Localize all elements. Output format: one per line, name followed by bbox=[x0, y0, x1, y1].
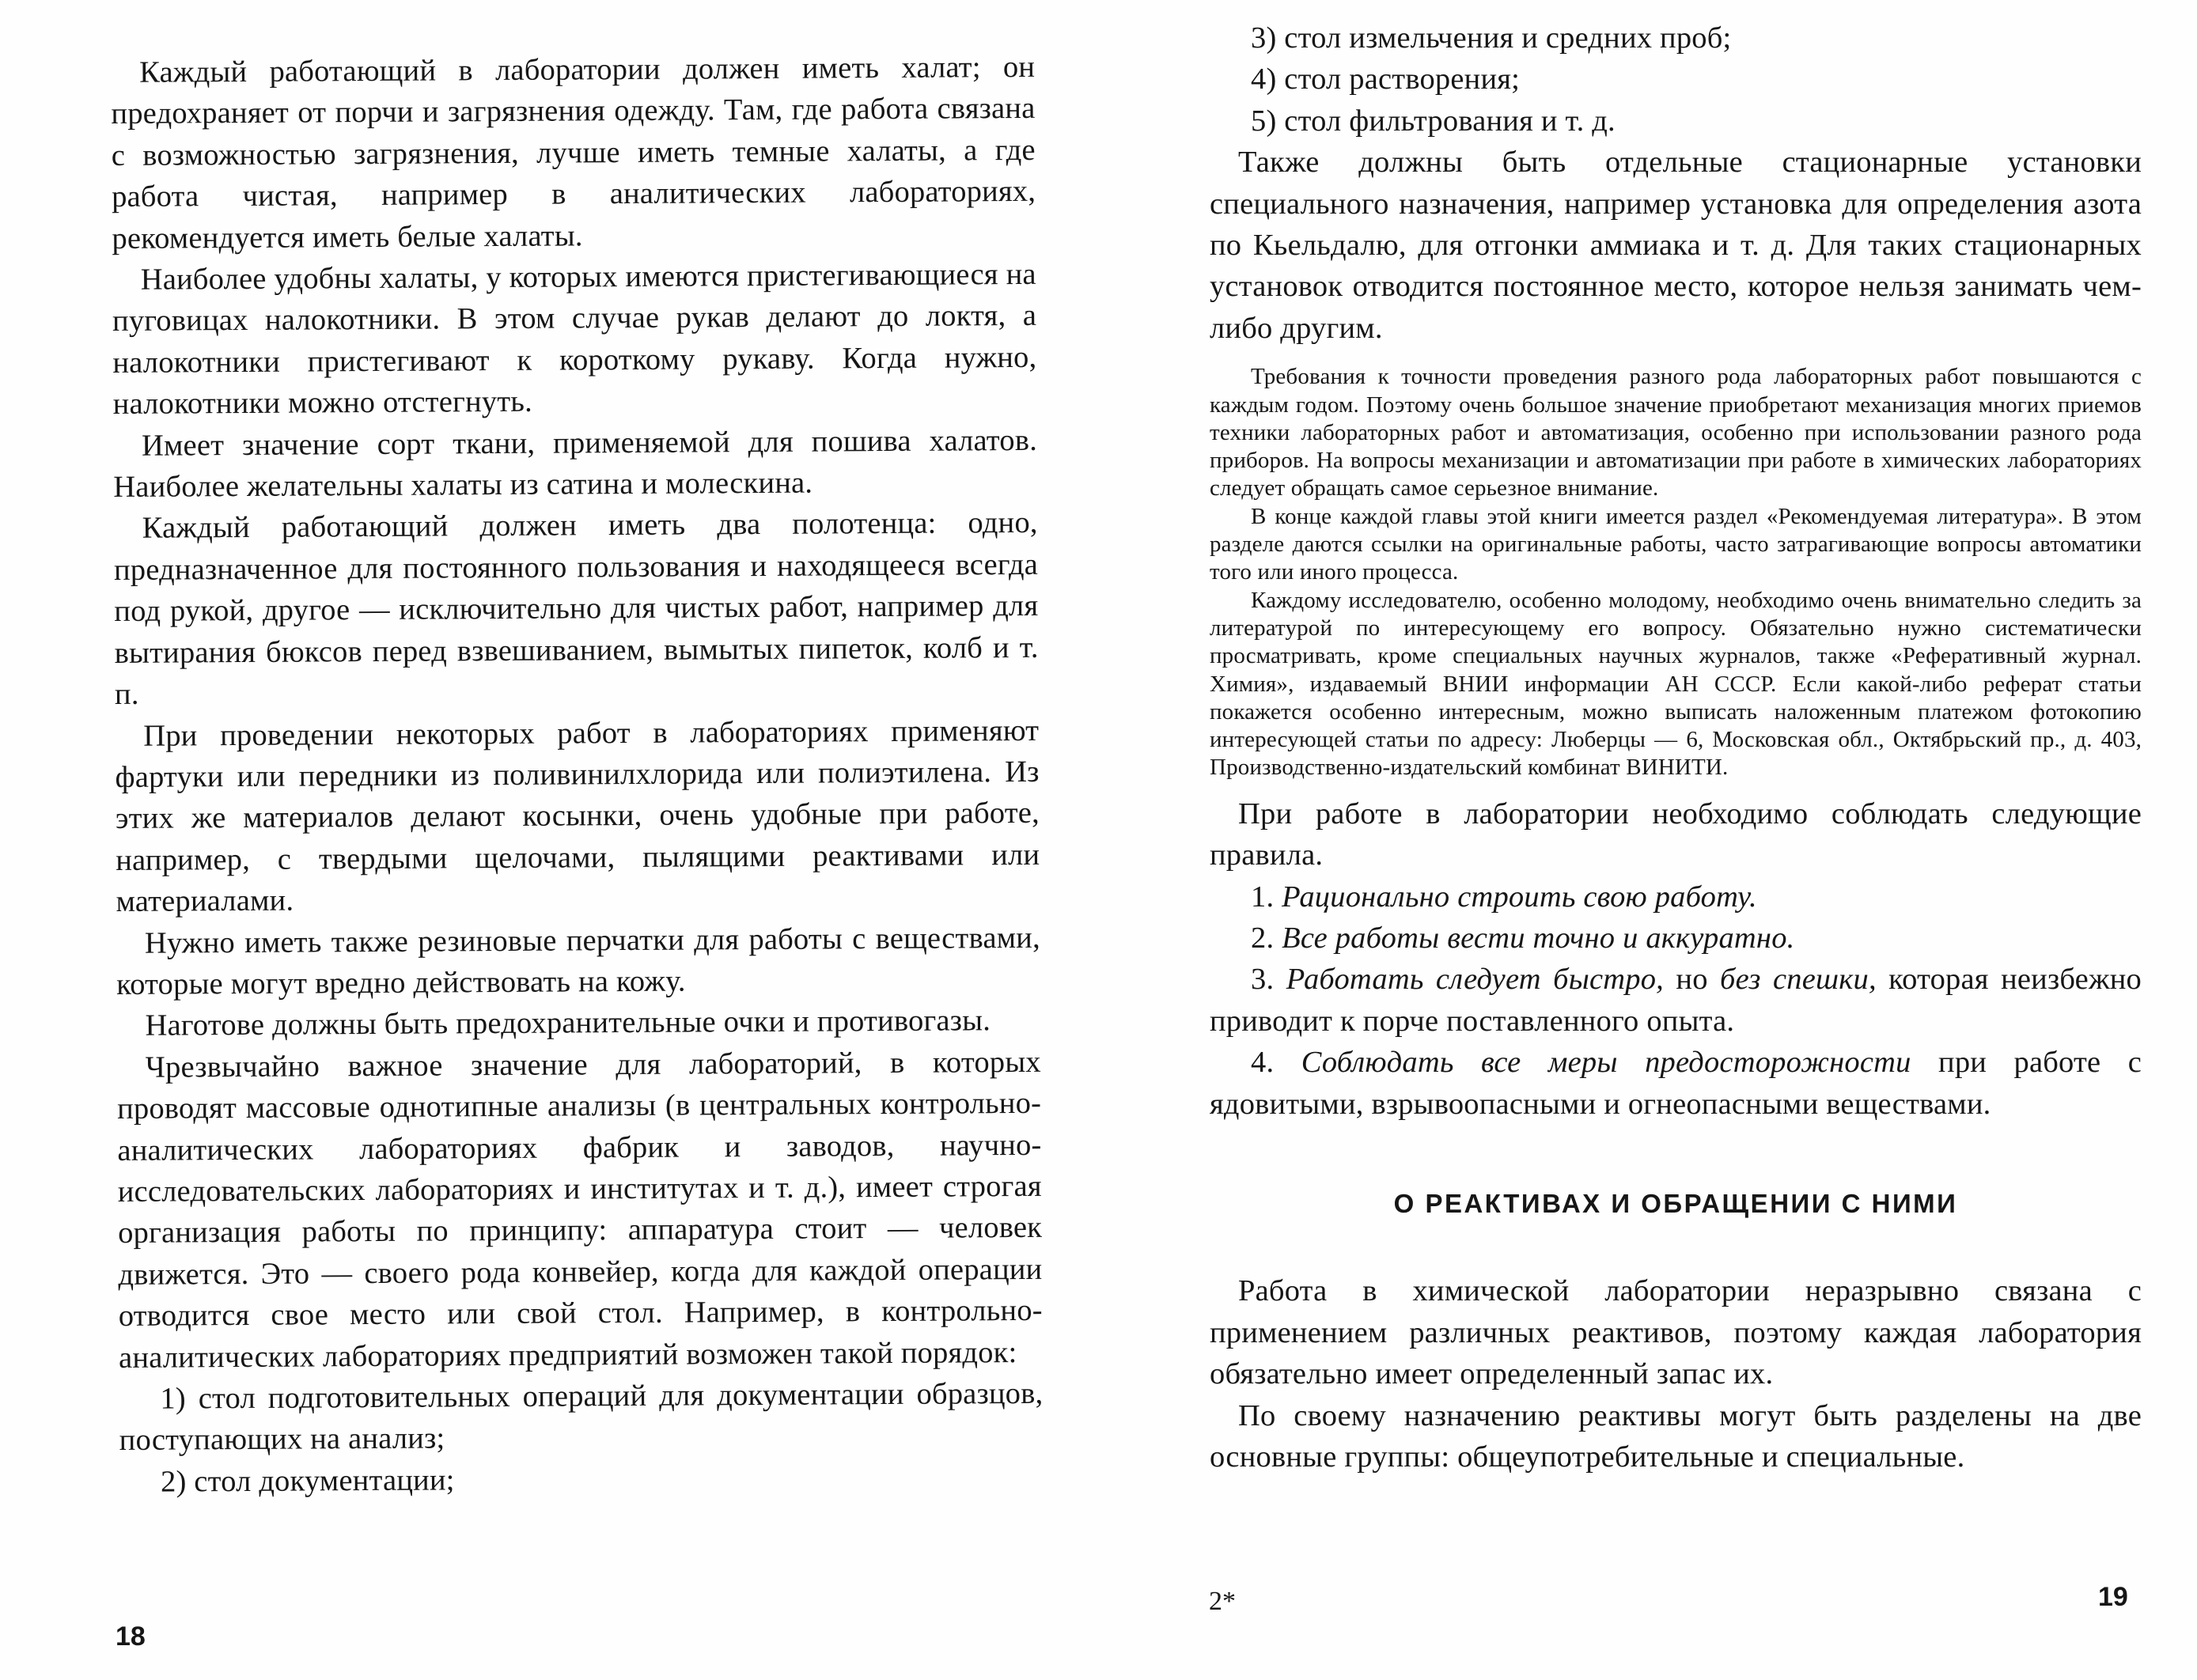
rule-text: но bbox=[1664, 963, 1721, 997]
rule-item bbox=[1210, 918, 2142, 959]
paragraph-gloves: Нужно иметь также резиновые перчатки для работы с веществами, которые могут вредно действовать на кожу. bbox=[116, 921, 1040, 1001]
list-item: 2) стол документации; bbox=[160, 1463, 455, 1499]
left-page-text-column bbox=[111, 47, 1044, 1503]
rule-number: 2. bbox=[1251, 921, 1275, 955]
paragraph-towels: Каждый работающий должен иметь два полотенца: одно, предназначенное для постоянного пользования и находящееся всегда под рукой, другое — исключительно для чистых работ, например для вытирания бюксов перед взвешиванием, вымытых пипеток, колб и т. п. bbox=[113, 506, 1039, 712]
paragraph-robes: Каждый работающий в лаборатории должен иметь халат; он предохраняет от порчи и загрязнения одежду. Там, где работа связана с возможностью загрязнения, лучше иметь темные халаты, а где работа чистая, например в аналитических лабораториях, рекомендуется иметь белые халаты. bbox=[111, 50, 1036, 255]
small-paragraph-researchers: Каждому исследователю, особенно молодому, необходимо очень внимательно следить за литературой по интересующему его вопросу. Обязательно нужно систематически просматривать, кроме специальных научных журналов, также «Реферативный журнал. Химия», издаваемый ВНИИ информации АН СССР. Если какой-либо реферат статьи покажется особенно интересным, можно выписать наложенным платежом фотокопию интересующей статьи по адресу: Люберцы — 6, Московская обл., Октябрьский пр., д. 403, Производственно-издательский комбинат ВИНИТИ. bbox=[1210, 587, 2142, 781]
page-number-right: 19 bbox=[2098, 1582, 2128, 1612]
rule-italic-text: Все работы вести точно и аккуратно. bbox=[1282, 921, 1795, 955]
rule-italic-text: без спешки, bbox=[1720, 963, 1877, 997]
paragraph-elbow-guards: Наиболее удобны халаты, у которых имеются пристегивающиеся на пуговицах налокотники. В этом случае рукав делают до локтя, а налокотники пристегивают к короткому рукаву. Когда нужно, налокотники можно отстегнуть. bbox=[112, 257, 1037, 422]
rule-item bbox=[1210, 1042, 2142, 1125]
right-page bbox=[1100, 0, 2197, 1680]
small-paragraph-literature: В конце каждой главы этой книги имеется раздел «Рекомендуемая литература». В этом разделе даются ссылки на оригинальные работы, часто затрагивающие вопросы автоматики того или иного процесса. bbox=[1210, 503, 2142, 585]
rule-item bbox=[1210, 876, 2142, 918]
rule-item bbox=[1210, 959, 2142, 1042]
paragraph-organization: Чрезвычайно важное значение для лабораторий, в которых проводят массовые однотипные анализы (в центральных контрольно-аналитических лабораториях фабрик и заводов, научно-исследовательских лабораториях и институтах и т. д.), имеет строгая организация работы по принципу: аппаратура стоит — человек движется. Это — своего рода конвейер, когда для каждой операции отводится свое место или свой стол. Например, в контрольно-аналитических лабораториях предприятий возможен такой порядок: bbox=[117, 1045, 1043, 1375]
list-item: 5) стол фильтрования и т. д. bbox=[1251, 104, 1616, 138]
signature-mark: 2* bbox=[1209, 1587, 1236, 1616]
list-item: 3) стол измельчения и средних проб; bbox=[1251, 21, 1732, 55]
page-number-left: 18 bbox=[116, 1621, 146, 1652]
paragraph-reagents-groups: По своему назначению реактивы могут быть разделены на две основные группы: общеупотребительные и специальные. bbox=[1210, 1398, 2142, 1474]
paragraph-goggles: Наготове должны быть предохранительные очки и противогазы. bbox=[145, 1004, 991, 1043]
small-print-block bbox=[1210, 363, 2142, 781]
list-item: 1) стол подготовительных операций для документации образцов, поступающих на анализ; bbox=[119, 1376, 1044, 1458]
section-heading: О РЕАКТИВАХ И ОБРАЩЕНИИ С НИМИ bbox=[1393, 1188, 1958, 1218]
rule-number: 4. bbox=[1251, 1046, 1275, 1080]
rule-italic-text: Соблюдать все меры предосторожности bbox=[1301, 1046, 1911, 1080]
rule-italic-text: Рационально строить свою работу. bbox=[1282, 880, 1757, 914]
paragraph-fabric: Имеет значение сорт ткани, применяемой для пошива халатов. Наиболее желательны халаты из сатина и молескина. bbox=[113, 423, 1038, 505]
paragraph-aprons: При проведении некоторых работ в лабораториях применяют фартуки или передники из поливинилхлорида или полиэтилена. Из этих же материалов делают косынки, очень удобные при работе, например, с твердыми щелочами, пылящими реактивами или материалами. bbox=[115, 713, 1040, 919]
list-item: 4) стол растворения; bbox=[1251, 62, 1521, 96]
paragraph-stationary-installations: Также должны быть отдельные стационарные установки специального назначения, например установка для определения азота по Кьельдалю, для отгонки аммиака и т. д. Для таких стационарных установок отводится постоянное место, которое нельзя занимать чем-либо другим. bbox=[1210, 146, 2142, 345]
rule-number: 3. bbox=[1251, 963, 1275, 997]
right-page-text-column bbox=[1210, 17, 2142, 1478]
small-paragraph-accuracy: Требования к точности проведения разного рода лабораторных работ повышаются с каждым годом. Поэтому очень большое значение приобретают механизация многих приемов техники лабораторных работ и автоматизация, особенно при использовании разного рода приборов. На вопросы механизации и автоматизации при работе в химических лабораториях следует обращать самое серьезное внимание. bbox=[1210, 364, 2142, 501]
paragraph-reagents-intro: Работа в химической лаборатории неразрывно связана с применением различных реактивов, поэтому каждая лаборатория обязательно имеет определенный запас их. bbox=[1210, 1274, 2142, 1391]
paragraph-rules-intro: При работе в лаборатории необходимо соблюдать следующие правила. bbox=[1210, 796, 2142, 872]
rule-text: которая неизбежно приводит к порче поставленного опыта. bbox=[1210, 963, 2142, 1038]
rule-italic-text: Работать следует быстро, bbox=[1286, 963, 1664, 997]
rule-number: 1. bbox=[1251, 880, 1275, 914]
rule-text: при работе с ядовитыми, взрывоопасными и огнеопасными веществами. bbox=[1210, 1046, 2142, 1121]
